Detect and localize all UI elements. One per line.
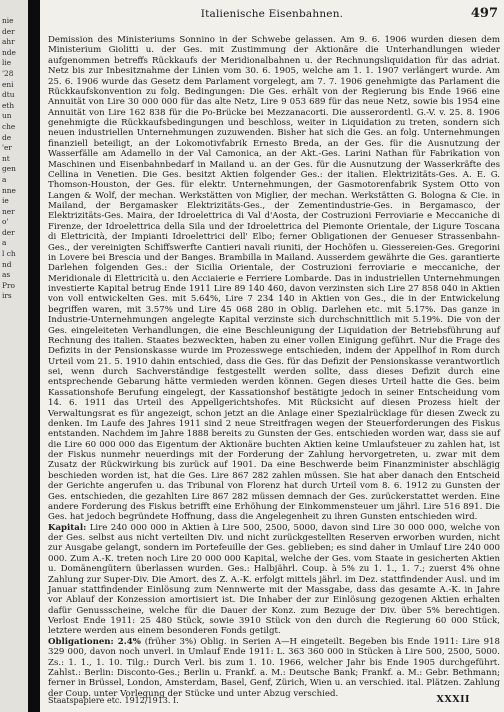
left-page-fragment: dtu <box>2 90 15 100</box>
footer-publication: Staatspapiere etc. 1912/1913. I. <box>48 696 179 705</box>
left-page-fragment: der <box>2 26 15 36</box>
left-page-fragment: che <box>2 121 16 131</box>
sheet-signature: XXXII <box>436 694 470 705</box>
book-gutter <box>28 0 40 712</box>
left-page-fragment: as <box>2 270 11 280</box>
bonds-text: (früher 3%) Oblig. in Serien A—H eingeteilt. Begeben bis Ende 1911: Lire 918 329 000, davon noch unverl. in Umlauf Ende 1911: L. 363 360 000 in Stücken à Lire 500, 2500, 5000. Zs.: 1. 1., 1. 10. Tilg.: Durch Verl. bis zum 1. 10. 1966, welcher Jahr bis Ende 1905 durchgeführt. Zahlst.: Berlin: Disconto-Ges.; Berlin u. Frankf. a. M.: Deutsche Bank; Frankf. a. M.: Gebr. Bethmann; ferner in Brüssel, London, Amsterdam, Basel, Genf, Zürich, Wien u. an verschied. ital. Plätzen. Zahlung der Coup. unter Vorlegung der Stücke und unter Abzug verschied. <box>48 636 500 699</box>
left-page-fragment: nie <box>2 16 14 25</box>
left-page-fragment: o' <box>2 217 9 227</box>
left-page-fragment: ner <box>2 206 15 216</box>
left-page-fragment: eni <box>2 79 14 89</box>
paragraph-history <box>48 35 500 523</box>
left-page-fragment: a <box>2 174 7 184</box>
left-page-fragment: '28 <box>2 68 14 78</box>
page-header <box>40 6 504 24</box>
paragraph-bonds <box>48 637 500 699</box>
left-page-edge <box>0 0 28 712</box>
capital-heading: Kapital: <box>48 522 87 533</box>
body-text <box>48 35 500 699</box>
left-page-fragment: lie <box>2 58 12 68</box>
left-page-fragment: nd <box>2 259 12 269</box>
left-page-fragment: ie <box>2 196 9 206</box>
left-page-fragment: eth <box>2 100 15 110</box>
page-footer <box>48 694 498 708</box>
paragraph-capital <box>48 523 500 637</box>
left-page-fragment: l ch <box>2 249 16 259</box>
left-page-fragment: 'er <box>2 143 12 153</box>
left-page-fragment: un <box>2 111 12 121</box>
capital-text: Lire 240 000 000 in Aktien à Lire 500, 2500, 5000, davon sind Lire 30 000 000, welche von der Ges. selbst aus nicht verteilten Div. und nicht zurückgestellten Reserven erworben wurden, nicht zur Ausgabe gelangt, sondern im Portefeuille der Ges. geblieben; es sind daher in Umlauf Lire 240 000 000. Zum A.-K. treten noch Lire 20 000 000 Kapital, welche der Ges. vom Staate in gesicherten Aktien u. Domänengütern überlassen wurden. Ges.: Halbjährl. Coup. à 5% zu 1. 1., 1. 7.; zuerst 4% ohne Zahlung zur Super-Div. Die Amort. des Z. A.-K. erfolgt mittels jährl. im Dez. stattfindender Ausl. und im Januar stattfindender Einlösung zum Nennwerte mit der Massgabe, dass das gesamte A.-K. in Jahre vor Ablauf der Konzession amortisiert ist. Die Inhaber der zur Einlösung gezogenen Aktien erhalten dafür Genussscheine, welche für die Dauer der Konz. zum Bezuge der Div. über 5% berechtigen. Verlost Ende 1911: 25 480 Stück, sowie 3910 Stück von den durch die Regierung 60 000 Stück, letztere werden aus einem besonderen Fonds getilgt. <box>48 522 500 637</box>
left-page-fragment: nt <box>2 153 10 163</box>
left-page-fragment: gen <box>2 164 16 174</box>
left-page-fragment: de <box>2 132 12 142</box>
running-title: Italienische Eisenbahnen. <box>200 8 344 20</box>
left-page-fragment: irs <box>2 291 12 301</box>
left-page-fragment: der <box>2 227 15 237</box>
left-page-fragment: nne <box>2 185 16 195</box>
left-page-text <box>0 16 28 302</box>
history-text: Demission des Ministeriums Sonnino in der Schwebe gelassen. Am 9. 6. 1906 wurden diesen dem Ministerium Giolitti u. der Ges. mit Zustimmung der Aktionäre die Unterhandlungen wieder aufgenommen betreffs Rückkaufs der Meridionalbahnen u. der Rechnungsliquidation für das adriat. Netz bis zur Inbesitznahme der Linien vom 30. 6. 1905, welche am 1. 1. 1907 verlängert wurde. Am 25. 6. 1906 wurde das Gesetz dem Parlament vorgelegt, am 7. 7. 1906 genehmigte das Parlament die Rückkaufskonvention zu folg. Bedingungen: Die Ges. erhält von der Regierung bis Ende 1966 eine Annuität von Lire 30 000 000 für das alte Netz, Lire 9 053 689 für das neue Netz, sowie bis 1954 eine Annuität von Lire 162 838 für die Po-Brücke bei Mezzanacorti. Die ausserordentl. G.-V. v. 25. 8. 1906 genehmigte die Rückkaufsbedingungen und beschloss, weiter in Liquidation zu treten, sondern sich neuen industriellen Unternehmungen zuzuwenden. Bisher hat sich die Ges. an folg. Unternehmungen finanziell beteiligt, an der Lokomotivfabrik Ernesto Breda, an der Ges. für die Ausnutzung der Wasserfälle am Adamello in der Val Camonica, an der Akt.-Ges. Larini Nathan für Fabrikation von Maschinen und Eisenbahnbedarf in Mailand u. an der Ges. für die Ausnutzung der Wasserkräfte des Cellina in Venetien. Die Ges. besitzt Aktien folgender Ges.: der italien. Elektrizitäts-Ges. A. E. G. Thomson-Houston, der Ges. für elektr. Unternehmungen, der Gasmotorenfabrik System Otto von Langen & Wolf, der mechan. Werkstätten von Miglier, der mechan. Werkstätten G. Bologna & Cie. in Mailand, der Bergamasker Elektrizitäts-Ges., der Zementindustrie-Ges. in Bergamasco, der Elektrizitäts-Ges. Maira, der Idroelettrica di Val d'Aosta, der Costruzioni Ferroviarie e Meccaniche di Firenze, der Idroelettrica della Sila und der Idroelettrica del Piemonte Orientale, der Ligure Toscana di Elettricità, der Impianti Idroelettrici dell' Elbo; ferner Obligationen der Genueser Strassenbahn-Ges., der vereinigten Schiffswerfte Cantieri navali riuniti, der Hochöfen u. Giessereien-Ges. Gregorini in Lovere bei Brescia und der Banges. Brambilla in Mailand. Ausserdem gewährte die Ges. garantierte Darlehen folgenden Ges.: der Sicilia Orientale, der Costruzioni ferroviarie e meccaniche, der Meridionale di Elettricità u. den Acciaierie e Ferriere Lombarde. Das in industriellen Unternehmungen investierte Kapital betrug Ende 1911 Lire 89 140 460, davon verzinsten sich Lire 27 858 040 in Aktien von voll entwickelten Ges. mit 5.64%, Lire 7 234 140 in Aktien von Ges., die in der Entwickelung begriffen waren, mit 3.57% und Lire 45 068 280 in Oblig. Darlehen etc. mit 5.17%. Das ganze in Industrie-Unternehmungen angelegte Kapital verzinste sich durchschnittlich mit 5.19%. Die von der Ges. eingeleiteten Verhandlungen, die eine Beschleunigung der Liquidation der Betriebsführung auf Rechnung des italien. Staates bezweckten, haben zu einer vollen Einigung geführt. Nur die Frage des Defizits in der Pensionskasse wurde im Prozesswege entschieden, indem der Appellhof in Rom durch Urteil vom 21. 5. 1910 dahin entschied, dass die Ges. für das Defizit der Pensionskasse verantwortlich sei, wenn durch Sachverständige festgestellt werden sollte, dass dieses Defizit durch eine entsprechende Gebarung hätte vermieden werden können. Gegen dieses Urteil hatte die Ges. beim Kassationshofe Berufung eingelegt, der Kassationshof bestätigte jedoch in seiner Entscheidung vom 14. 6. 1911 das Urteil des Appellgerichtshofes. Mit Rücksicht auf diesen Prozess hielt der Verwaltungsrat es für angezeigt, schon jetzt an die Anlage einer Spezialrücklage für diesen Zweck zu denken. Im Laufe des Jahres 1911 sind 2 neue Streitfragen wegen der Steuerforderungen des Fiskus entstanden. Nachdem im Jahre 1888 bereits zu Gunsten der Ges. entschieden worden war, dass sie auf die Lire 60 000 000 das Eigentum der Aktionäre buchten Aktien keine Umlaufsteuer zu zahlen hat, ist der Fiskus nunmehr neuerdings mit der Forderung der Zahlung hervorgetreten, u. zwar mit dem Zusatz der Rückwirkung bis zurück auf 1901. Da eine Beschwerde beim Finanzminister abschlägig beschieden worden ist, hat die Ges. Lire 867 282 zahlen müssen. Sie hat aber danach den Entscheid der Gerichte angerufen u. das Tribunal von Florenz hat durch Urteil vom 8. 6. 1912 zu Gunsten der Ges. entschieden, die gezahlten Lire 867 282 müssen demnach der Ges. zurückerstattet werden. Eine andere Forderung des Fiskus betrifft eine Erhöhung der Einkommensteuer um jährl. Lire 516 891. Die Ges. hat jedoch begründete Hoffnung, dass die Angelegenheit zu ihren Gunsten entschieden wird. <box>48 35 500 523</box>
left-page-fragment: nde <box>2 47 16 57</box>
bonds-heading: Obligationen: 2.4% <box>48 636 141 647</box>
left-page-fragment: Pro <box>2 280 15 290</box>
left-page-fragment: a <box>2 238 7 248</box>
left-page-fragment: ahr <box>2 37 15 47</box>
page <box>40 0 504 712</box>
page-number: 497 <box>470 6 498 21</box>
